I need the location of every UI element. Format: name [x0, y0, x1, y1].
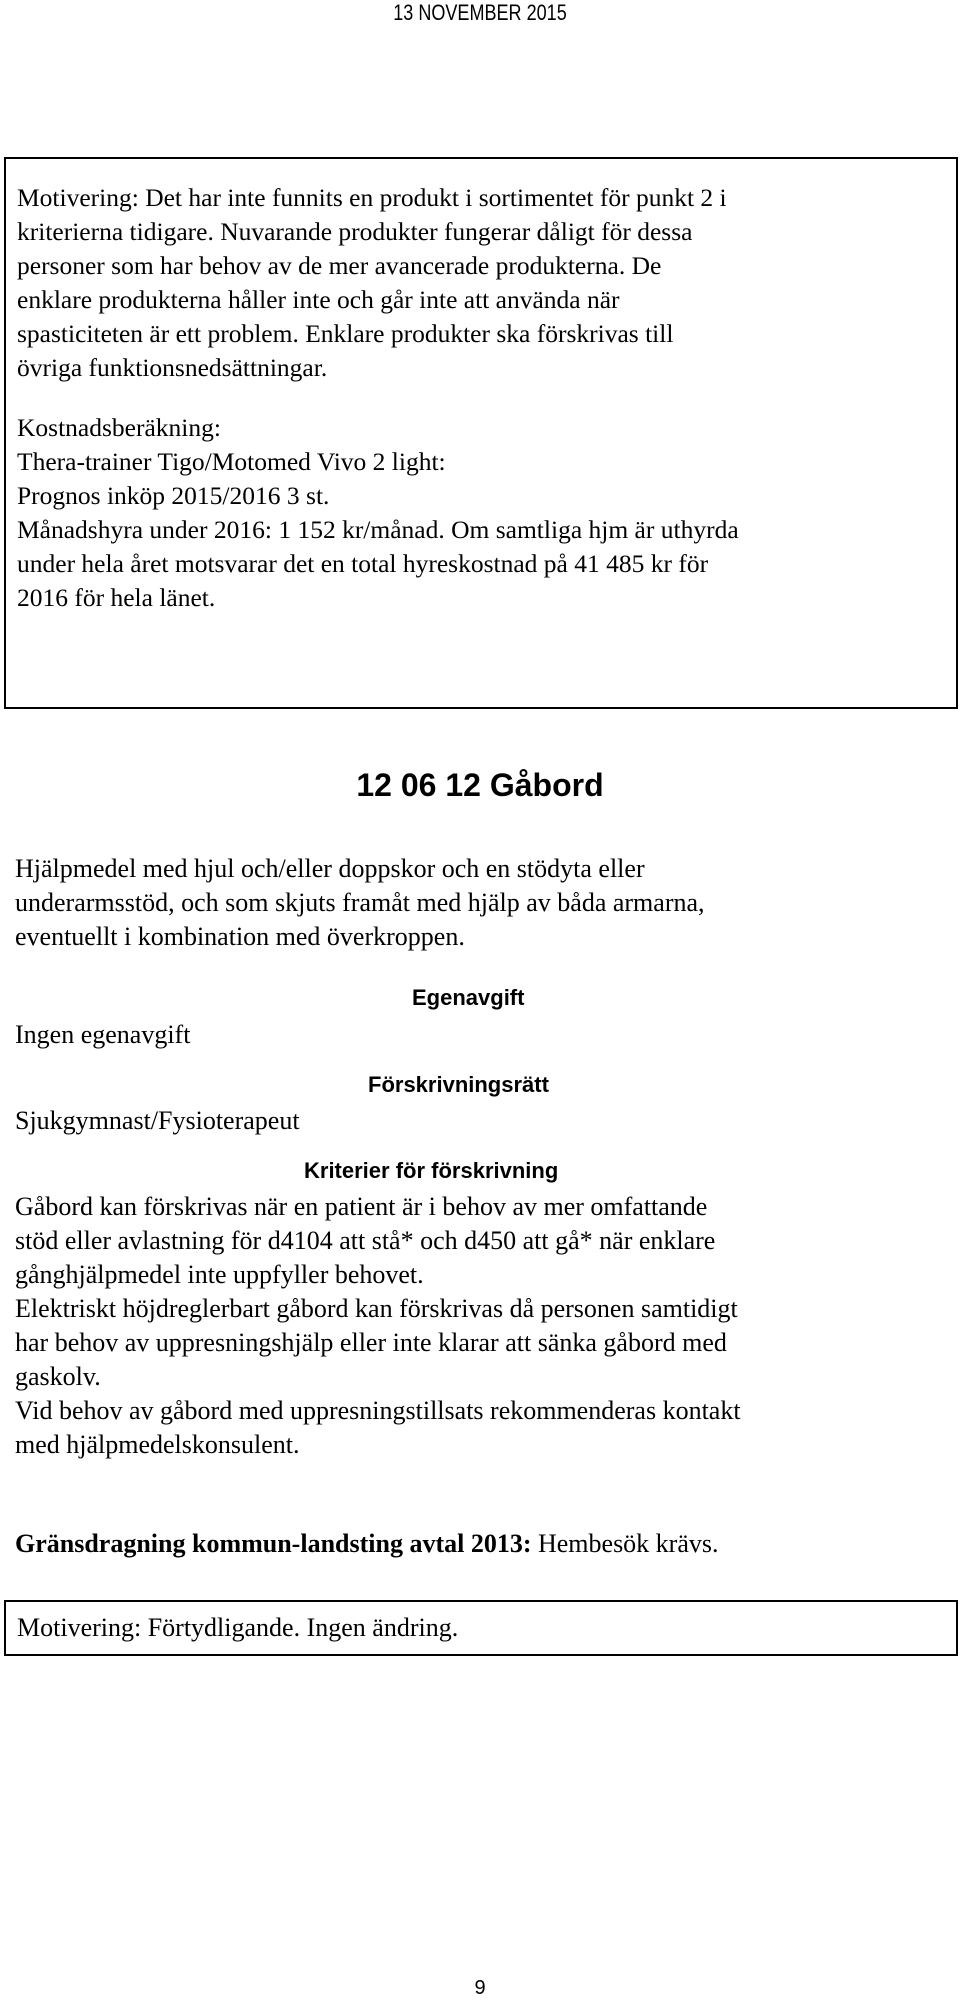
cost-line: Kostnadsberäkning: [17, 413, 221, 442]
cost-line: 2016 för hela länet. [17, 583, 216, 612]
section-description [15, 852, 945, 954]
criteria-line: stöd eller avlastning för d4104 att stå* och d450 att gå* när enklare [15, 1226, 716, 1255]
criteria-line: har behov av uppresningshjälp eller inte klarar att sänka gåbord med [15, 1328, 727, 1357]
criteria-line: gånghjälpmedel inte uppfyller behovet. [15, 1260, 424, 1289]
description-line: eventuellt i kombination med överkroppen. [15, 922, 465, 951]
boundary-statement [15, 1527, 945, 1561]
boundary-value: Hembesök krävs. [531, 1529, 719, 1558]
cost-line: under hela året motsvarar det en total hyreskostnad på 41 485 kr för [17, 549, 709, 578]
fee-value: Ingen egenavgift [15, 1020, 191, 1049]
fee-block [15, 1018, 945, 1052]
motivation-line: enklare produkterna håller inte och går inte att använda när [17, 285, 620, 314]
cost-line: Månadshyra under 2016: 1 152 kr/månad. Om samtliga hjm är uthyrda [17, 515, 739, 544]
criteria-line: Elektriskt höjdreglerbart gåbord kan förskrivas då personen samtidigt [15, 1294, 738, 1323]
cost-line: Prognos inköp 2015/2016 3 st. [17, 481, 330, 510]
motivation-line: kriterierna tidigare. Nuvarande produkter fungerar dåligt för dessa [17, 217, 693, 246]
description-line: Hjälpmedel med hjul och/eller doppskor och en stödyta eller [15, 854, 645, 883]
prescriber-heading: Förskrivningsrätt [368, 1072, 549, 1097]
motivation-box [4, 157, 958, 709]
prescriber-value: Sjukgymnast/Fysioterapeut [15, 1106, 300, 1135]
boundary-label: Gränsdragning kommun-landsting avtal 2013: [15, 1529, 532, 1558]
motivation-line: spasticiteten är ett problem. Enklare produkter ska förskrivas till [17, 319, 674, 348]
criteria-block [15, 1190, 945, 1462]
criteria-line: gaskolv. [15, 1362, 101, 1391]
section-title: 12 06 12 Gåbord [356, 767, 604, 803]
page-number: 9 [474, 1977, 486, 1999]
prescriber-block [15, 1104, 945, 1138]
cost-line: Thera-trainer Tigo/Motomed Vivo 2 light: [17, 447, 446, 476]
description-line: underarmsstöd, och som skjuts framåt med hjälp av båda armarna, [15, 888, 705, 917]
criteria-line: Vid behov av gåbord med uppresningstillsats rekommenderas kontakt [15, 1396, 741, 1425]
criteria-line: Gåbord kan förskrivas när en patient är i behov av mer omfattande [15, 1192, 708, 1221]
motivation-line: personer som har behov av de mer avancerade produkterna. De [17, 251, 662, 280]
motivation-box-2 [4, 1600, 958, 1656]
header-date: 13 NOVEMBER 2015 [393, 0, 567, 25]
criteria-heading: Kriterier för förskrivning [304, 1158, 559, 1183]
motivation-line: Motivering: Det har inte funnits en produkt i sortimentet för punkt 2 i [17, 183, 727, 212]
motivation-line: övriga funktionsnedsättningar. [17, 353, 328, 382]
fee-heading: Egenavgift [412, 985, 525, 1010]
criteria-line: med hjälpmedelskonsulent. [15, 1430, 300, 1459]
motivation-2-text: Motivering: Förtydligande. Ingen ändring. [17, 1613, 459, 1642]
